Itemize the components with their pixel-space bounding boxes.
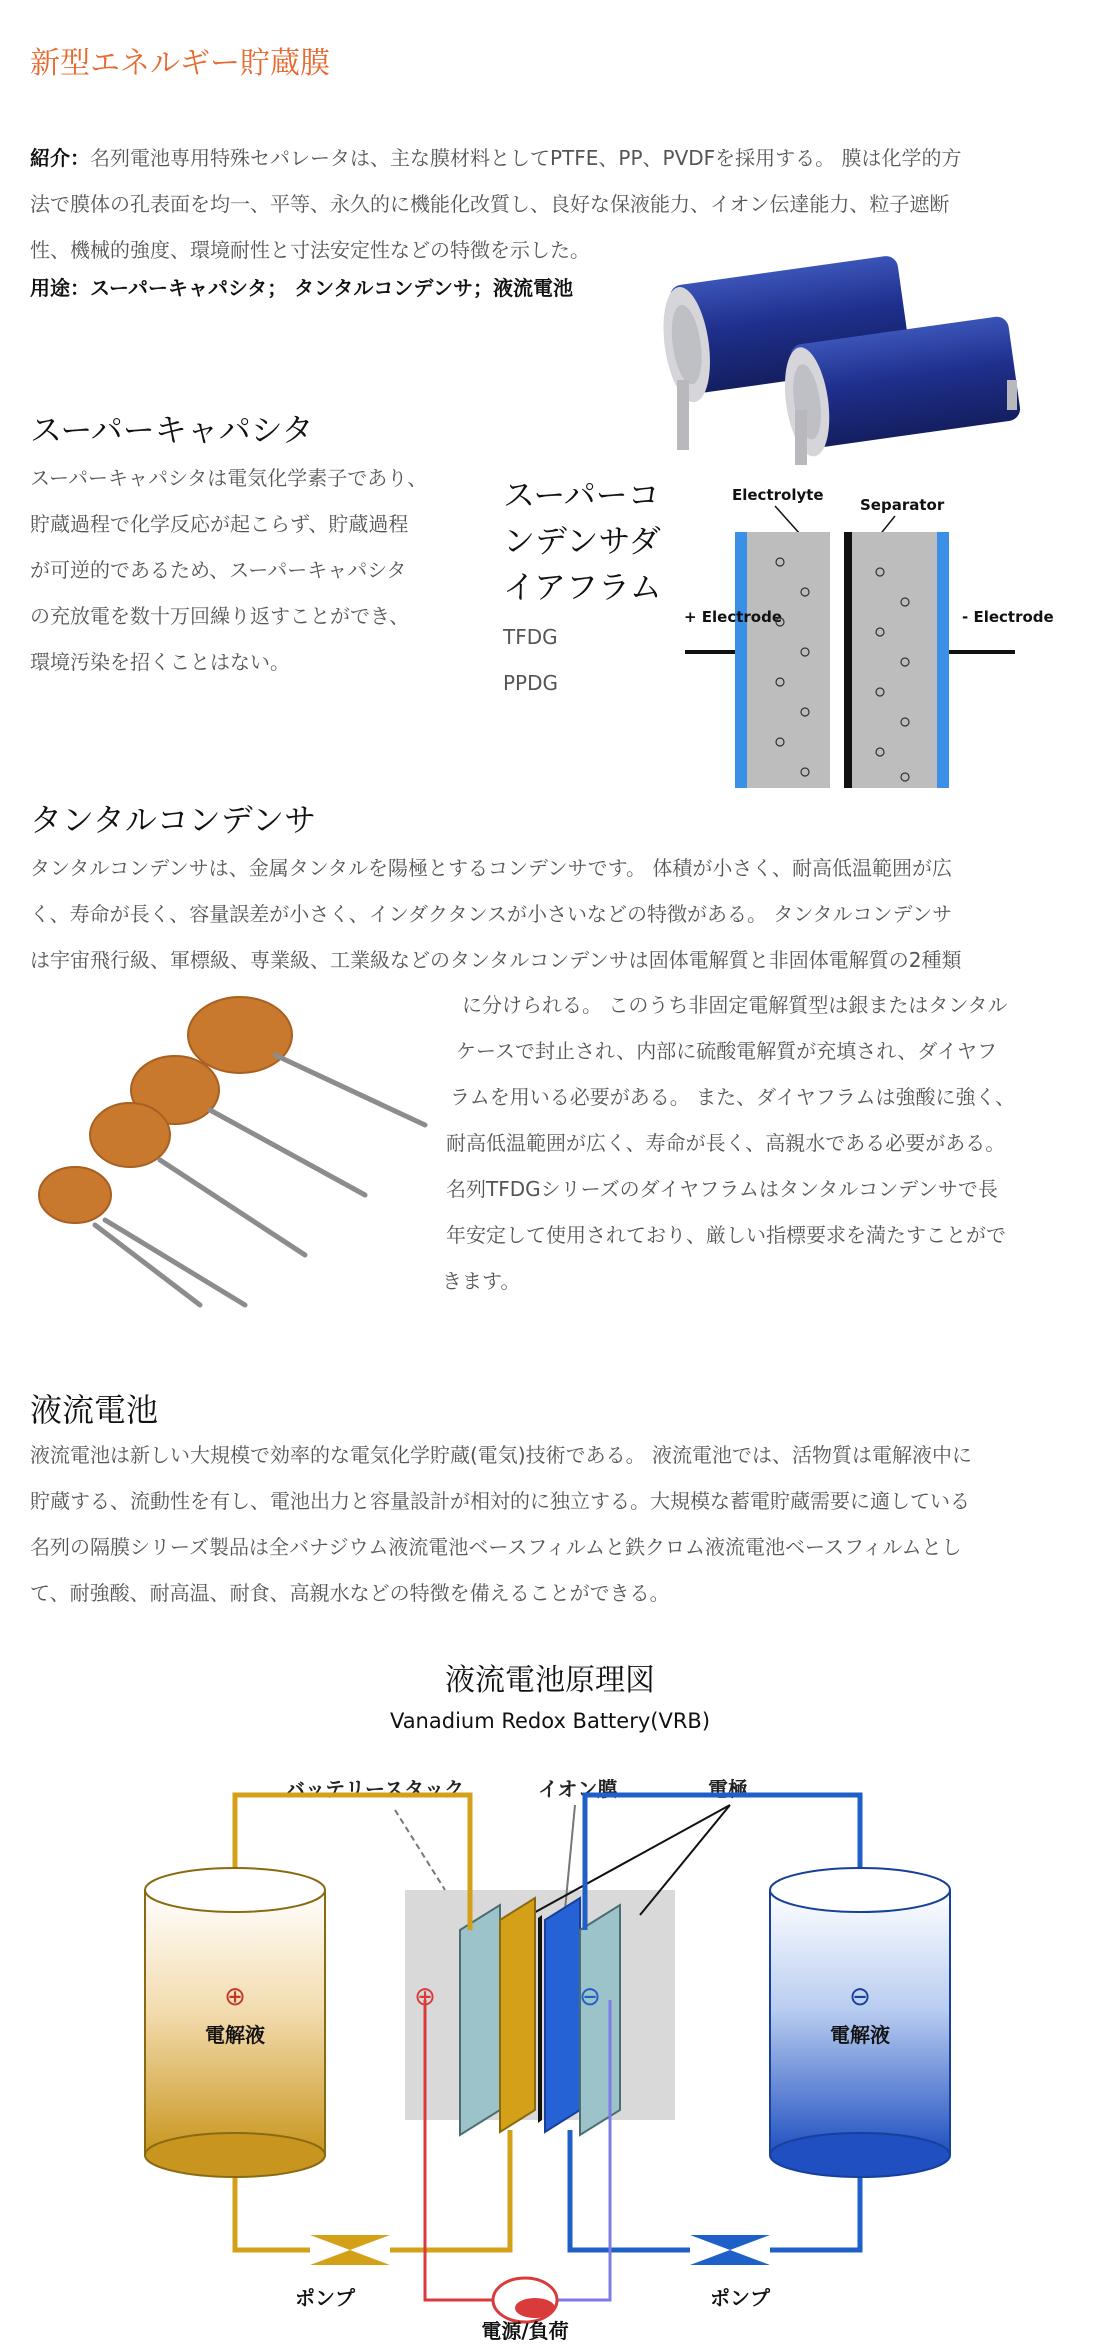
label-membrane: イオン膜: [538, 1777, 618, 1801]
flow-line: て、耐強酸、耐高温、耐食、高親水などの特徴を備えることができる。: [30, 1581, 670, 1605]
tank-right-minus: ⊖: [849, 1982, 871, 2012]
electrode-left: [735, 532, 747, 788]
capacitor-photo: [655, 230, 1040, 470]
label-pump-left: ポンプ: [295, 2286, 355, 2310]
tantalum-line: く、寿命が長く、容量誤差が小さく、インダクタンスが小さいなどの特徴がある。 タンタルコンデンサ: [30, 902, 953, 926]
intro-line: 法で膜体の孔表面を均一、平等、永久的に機能化改質し、良好な保液能力、イオン伝達能力、粒子遮断: [30, 192, 950, 216]
label-neg-electrode: - Electrode: [962, 608, 1054, 626]
supercap-line: が可逆的であるため、スーパーキャパシタ: [30, 558, 407, 582]
separator-bar: [844, 532, 852, 788]
tantalum-heading: タンタルコンデンサ: [30, 801, 317, 839]
supercap-text: [30, 455, 500, 685]
label-electrolyte: Electrolyte: [732, 486, 824, 504]
pump-left-icon: [310, 2235, 390, 2265]
tantalum-line: 年安定して使用されており、厳しい指標要求を満たすことがで: [446, 1223, 1006, 1247]
label-pos-electrode: + Electrode: [684, 608, 783, 626]
stack-minus: ⊖: [579, 1982, 601, 2012]
flow-line: 名列の隔膜シリーズ製品は全バナジウム液流電池ベースフィルムと鉄クロム液流電池ベースフィルムとし: [30, 1535, 962, 1559]
label-electrolyte-left: 電解液: [205, 2023, 265, 2047]
intro-line: 性、機械的強度、環境耐性と寸法安定性などの特徴を示した。: [30, 238, 590, 262]
label-stack: バッテリースタック: [285, 1777, 464, 1801]
pump-right-icon: [690, 2235, 770, 2265]
intro-line: 名列電池専用特殊セパレータは、主な膜材料としてPTFE、PP、PVDFを採用する。 膜は化学的方: [90, 146, 962, 170]
tantalum-line: は宇宙飛行級、軍標級、専業級、工業級などのタンタルコンデンサは固体電解質と非固体電解質の2種類: [30, 948, 962, 972]
supercap-line: スーパーキャパシタは電気化学素子であり、: [30, 466, 428, 490]
stack-plus: ⊕: [414, 1982, 436, 2012]
product-ppdg: PPDG: [503, 671, 559, 695]
diaphragm-title: スーパーコンデンサダイアフラム: [503, 476, 662, 606]
supercap-diagram: [680, 482, 1080, 798]
label-electrolyte-right: 電解液: [830, 2023, 890, 2047]
electrode-right: [937, 532, 949, 788]
vrb-diagram: [140, 1650, 960, 2340]
membrane-gold: [500, 1898, 535, 2132]
tantalum-line: タンタルコンデンサは、金属タンタルを陽極とするコンデンサです。 体積が小さく、耐高低温範囲が広: [30, 856, 952, 880]
electrode-plate-left: [460, 1905, 500, 2135]
vrb-subtitle: Vanadium Redox Battery(VRB): [389, 1709, 711, 1733]
tantalum-line: に分けられる。 このうち非固定電解質型は銀またはタンタル: [462, 993, 1008, 1017]
tantalum-text-side: [440, 982, 1080, 1304]
tantalum-line: ケースで封止され、内部に硫酸電解質が充填され、ダイヤフ: [456, 1039, 997, 1063]
tantalum-bodies: [39, 997, 292, 1223]
membrane-blue: [545, 1898, 580, 2132]
flow-line: 貯蔵する、流動性を有し、電池出力と容量設計が相対的に独立する。大規模な蓄電貯蔵需要に適している: [30, 1489, 970, 1513]
electrode-plate-right: [580, 1905, 620, 2135]
usage-text: 用途：スーパーキャパシタ； タンタルコンデンサ；液流電池: [30, 276, 573, 300]
vrb-title: 液流電池原理図: [445, 1663, 655, 1698]
tantalum-line: 耐高低温範囲が広く、寿命が長く、高親水である必要がある。: [446, 1131, 1006, 1155]
flow-text: [30, 1432, 1090, 1616]
label-load: 電源/負荷: [481, 2319, 569, 2340]
tank-right: [770, 1868, 950, 2177]
supercap-line: 環境汚染を招くことはない。: [30, 650, 290, 674]
product-tfdg: TFDG: [503, 625, 558, 649]
supercap-heading: スーパーキャパシタ: [30, 411, 314, 449]
supercap-line: 貯蔵過程で化学反応が起こらず、貯蔵過程: [30, 512, 409, 536]
tank-left: [145, 1868, 325, 2177]
supercap-line: の充放電を数十万回繰り返すことができ、: [30, 604, 410, 628]
tantalum-line: きます。: [442, 1269, 521, 1293]
tantalum-capacitors-photo: [25, 995, 435, 1315]
tank-left-plus: ⊕: [224, 1982, 246, 2012]
intro-label: 紹介：: [30, 146, 90, 170]
flow-heading: 液流電池: [30, 1391, 159, 1429]
page-title: 新型エネルギー貯蔵膜: [30, 46, 330, 81]
label-pump-right: ポンプ: [710, 2286, 770, 2310]
label-electrode: 電極: [708, 1777, 748, 1801]
tantalum-line: ラムを用いる必要がある。 また、ダイヤフラムは強酸に強く、: [450, 1085, 1016, 1109]
flow-line: 液流電池は新しい大規模で効率的な電気化学貯蔵(電気)技術である。 液流電池では、活物質は電解液中に: [30, 1443, 972, 1467]
label-separator: Separator: [860, 496, 945, 514]
tantalum-line: 名列TFDGシリーズのダイヤフラムはタンタルコンデンサで長: [446, 1177, 998, 1201]
tantalum-text-full: [30, 845, 1090, 983]
